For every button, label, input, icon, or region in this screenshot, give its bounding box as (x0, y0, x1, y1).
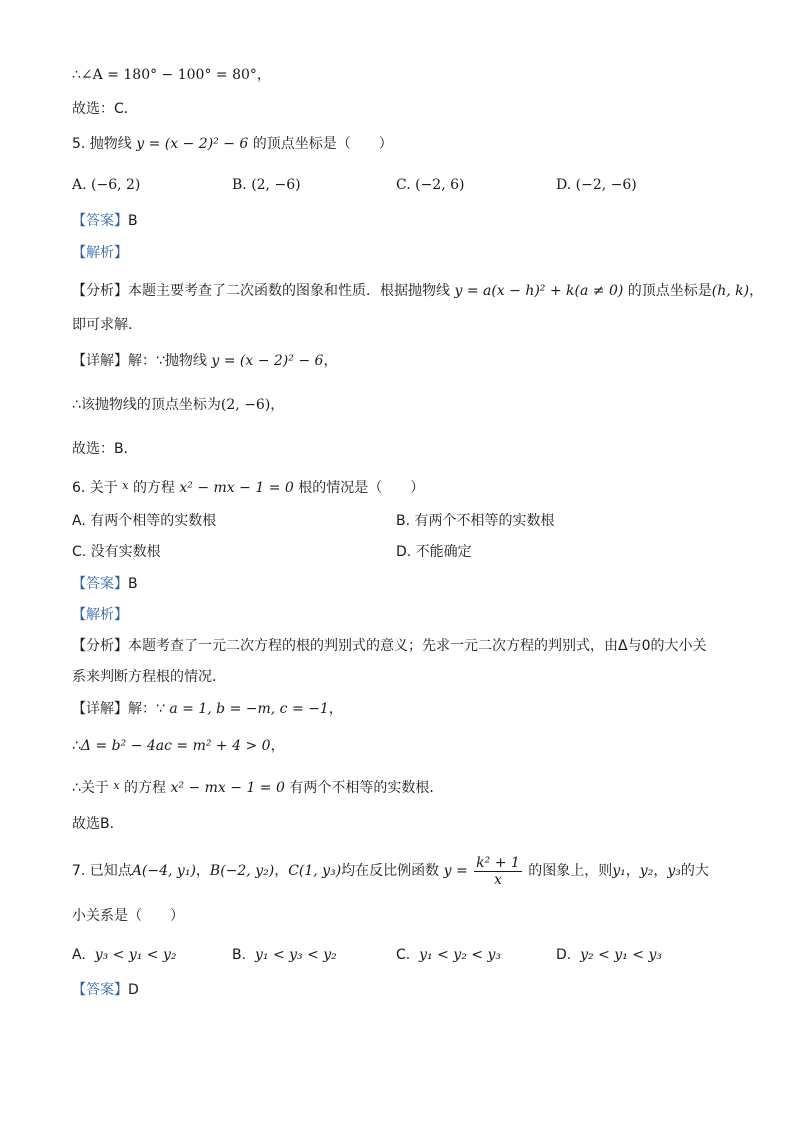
q5-stem-expression: y = (x − 2)² − 6 (136, 136, 249, 152)
q7-option-b: B. y₁ < y₃ < y₂ (232, 947, 337, 963)
q6-option-c: C. 没有实数根 (72, 544, 161, 560)
q5-option-c: C. (−2, 6) (396, 177, 465, 193)
q5-fenxi: 【分析】本题主要考查了二次函数的图象和性质．根据抛物线 y = a(x − h)² + k(a ≠ 0) 的顶点坐标是(h, k)， (72, 283, 764, 299)
q5-fenxi-line2: 即可求解． (72, 317, 142, 333)
vertex-form-expression: y = a(x − h)² + k(a ≠ 0) (454, 283, 624, 299)
prev-angle-line: ∴∠A = 180° − 100° = 80°， (72, 67, 271, 83)
answer-tag: 【答案】 (72, 213, 128, 229)
q5-stem: 5. 抛物线 y = (x − 2)² − 6 的顶点坐标是（ ） (72, 136, 393, 152)
q5-xiangjie: 【详解】解：∵抛物线 y = (x − 2)² − 6， (72, 353, 338, 369)
q7-stem: 7. 已知点A(−4, y₁)，B(−2, y₂)，C(1, y₃)均在反比例函数 y = $\frac{\text{k² + 1}}{x}$ 的图象上，则y₁，y₂，y₃的大 (72, 854, 709, 888)
q6-choose: 故选B． (72, 816, 124, 832)
q5-choose: 故选：B． (72, 441, 138, 457)
prev-choose-line: 故选：C． (72, 101, 138, 117)
q5-analysis-heading: 【解析】 (72, 245, 128, 261)
q7-answer: 【答案】D (72, 982, 139, 998)
inverse-function-fraction: $\frac{\text{k² + 1}}{x}$ (476, 854, 520, 888)
q5-conclusion: ∴该抛物线的顶点坐标为(2, −6)， (72, 397, 285, 413)
q6-option-d: D. 不能确定 (396, 544, 472, 560)
q6-analysis-heading: 【解析】 (72, 607, 128, 623)
q5-answer: 【答案】B (72, 213, 138, 229)
q6-fenxi-line2: 系来判断方程根的情况． (72, 669, 226, 685)
q6-discriminant: ∴Δ = b² − 4ac = m² + 4 > 0， (72, 738, 285, 754)
q7-option-c: C. y₁ < y₂ < y₃ (396, 947, 501, 963)
q6-stem: 6. 关于 $^x$ 的方程 x² − mx − 1 = 0 根的情况是（ ） (72, 479, 425, 496)
q6-xiangjie: 【详解】解：∵ a = 1, b = −m, c = −1， (72, 701, 343, 717)
q6-fenxi: 【分析】本题考查了一元二次方程的根的判别式的意义；先求一元二次方程的判别式，由Δ与0的大小关 (72, 638, 707, 654)
q5-option-b: B. (2, −6) (232, 177, 301, 193)
q6-conclusion: ∴关于 $^x$ 的方程 x² − mx − 1 = 0 有两个不相等的实数根． (72, 779, 444, 796)
fenxi-tag: 【分析】 (72, 283, 128, 299)
xiangjie-tag: 【详解】 (72, 353, 128, 369)
q7-option-a: A. y₃ < y₁ < y₂ (72, 947, 177, 963)
q6-answer: 【答案】B (72, 576, 138, 592)
q6-option-a: A. 有两个相等的实数根 (72, 513, 217, 529)
q5-option-d: D. (−2, −6) (556, 177, 637, 193)
q7-option-d: D. y₂ < y₁ < y₃ (556, 947, 662, 963)
q7-stem-line2: 小关系是（ ） (72, 908, 184, 924)
q6-option-b: B. 有两个不相等的实数根 (396, 513, 555, 529)
q5-option-a: A. (−6, 2) (72, 177, 141, 193)
